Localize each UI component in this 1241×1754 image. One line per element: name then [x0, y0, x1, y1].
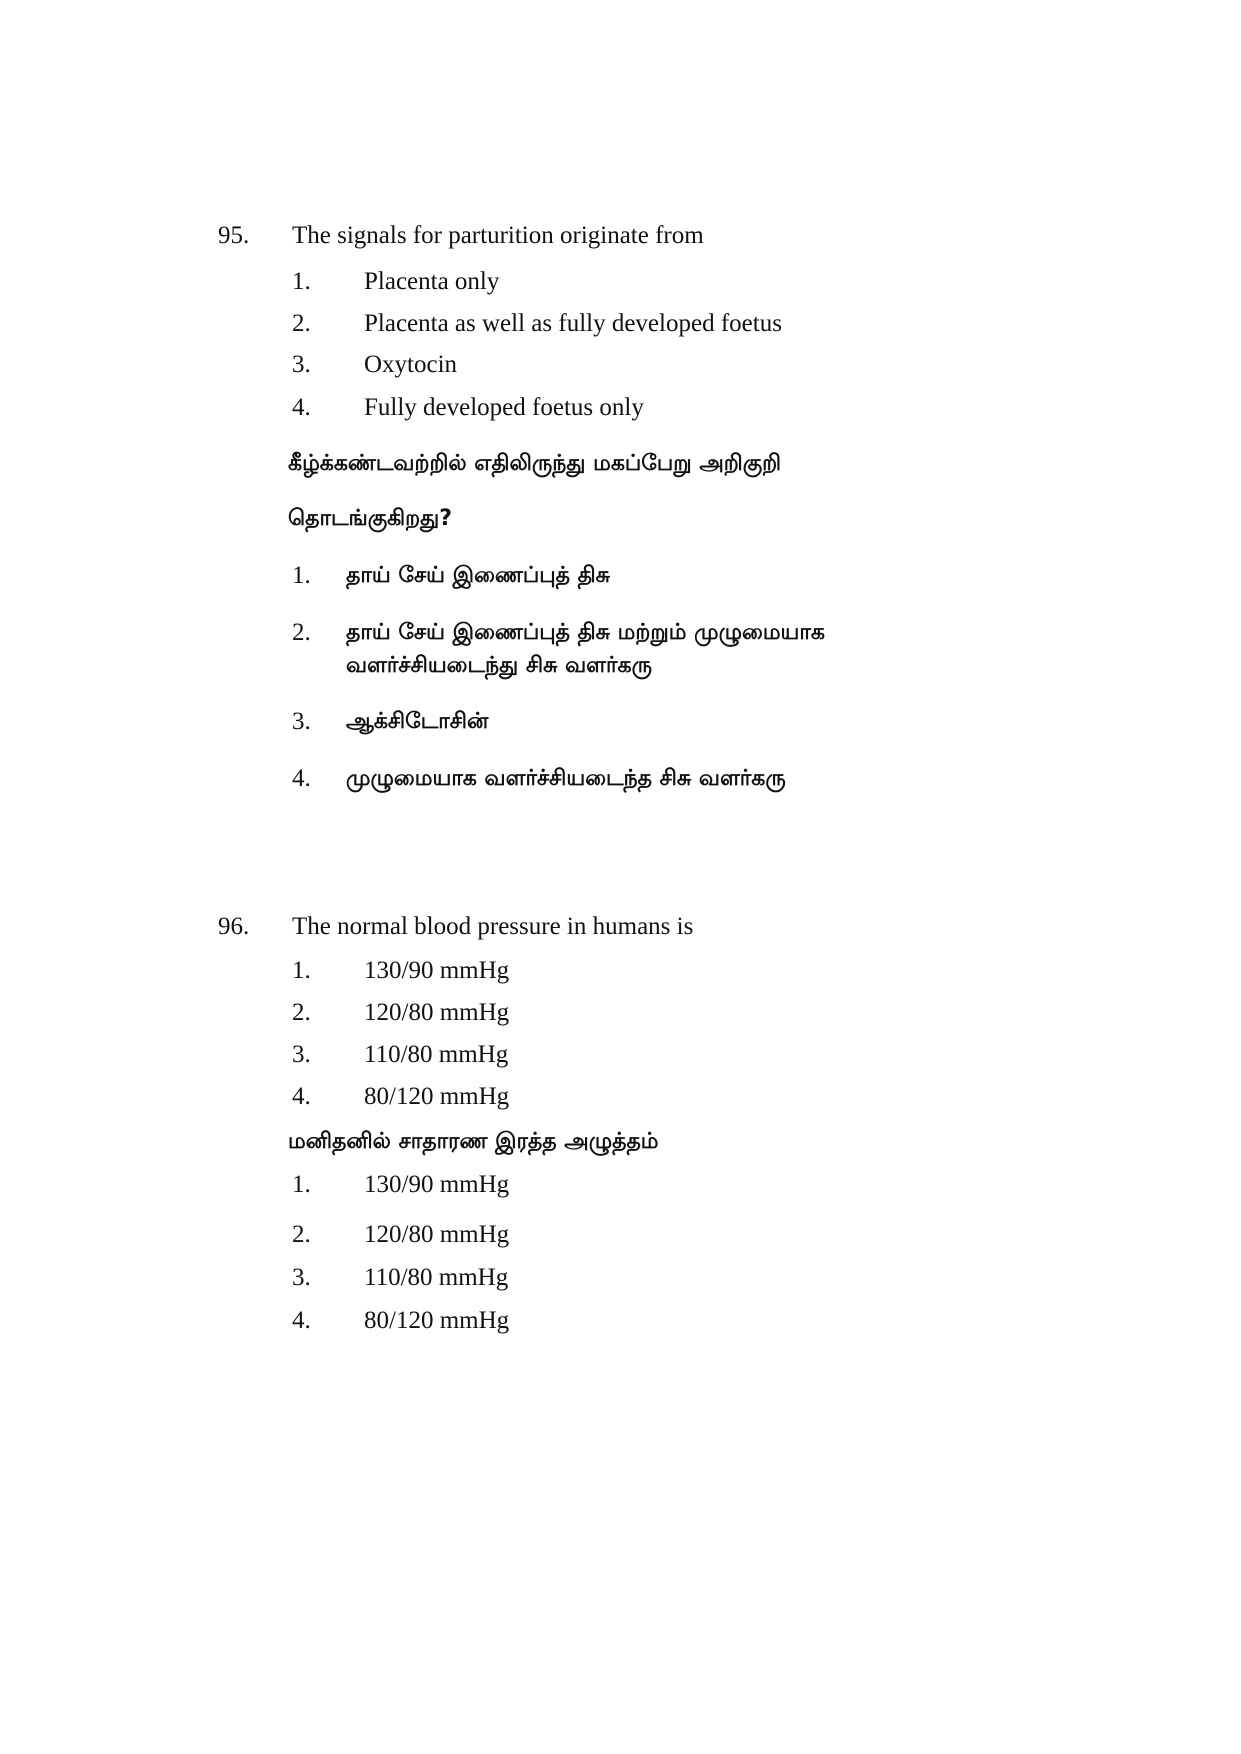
option-number: 1. [292, 562, 311, 589]
option-text: 110/80 mmHg [364, 1041, 509, 1068]
option-text: 80/120 mmHg [364, 1083, 510, 1110]
option-number: 4. [292, 1307, 311, 1334]
option-text-tamil: தாய் சேய் இணைப்புத் திசு [346, 563, 610, 588]
option-number: 2. [292, 310, 311, 337]
question-stem-tamil-line1: கீழ்க்கண்டவற்றில் எதிலிருந்து மகப்பேறு அறிகுறி [288, 451, 782, 476]
option-number: 4. [292, 765, 311, 792]
option-text: 120/80 mmHg [364, 999, 510, 1026]
question-stem-tamil: மனிதனில் சாதாரண இரத்த அழுத்தம் [288, 1129, 659, 1154]
option-text: Fully developed foetus only [364, 394, 644, 421]
option-text: 130/90 mmHg [364, 957, 510, 984]
option-text-tamil: தாய் சேய் இணைப்புத் திசு மற்றும் முழுமையாக [346, 620, 825, 645]
option-number: 4. [292, 394, 311, 421]
option-text: 80/120 mmHg [364, 1307, 510, 1334]
option-text: 130/90 mmHg [364, 1171, 510, 1198]
option-text-tamil-continued: வளர்ச்சியடைந்து சிசு வளர்கரு [346, 653, 652, 678]
option-number: 2. [292, 619, 311, 646]
option-text: Placenta as well as fully developed foetus [364, 310, 782, 337]
question-number: 96. [218, 913, 250, 940]
option-number: 3. [292, 351, 311, 378]
question-stem-tamil-line2: தொடங்குகிறது? [288, 506, 452, 531]
option-number: 3. [292, 1264, 311, 1291]
question-number: 95. [218, 222, 250, 249]
option-number: 1. [292, 957, 311, 984]
option-text-tamil: முழுமையாக வளர்ச்சியடைந்த சிசு வளர்கரு [346, 766, 786, 791]
option-text: Placenta only [364, 268, 500, 295]
question-stem-english: The normal blood pressure in humans is [292, 913, 694, 940]
option-number: 4. [292, 1083, 311, 1110]
option-number: 3. [292, 708, 311, 735]
question-stem-english: The signals for parturition originate from [292, 222, 704, 249]
option-number: 1. [292, 268, 311, 295]
option-text: 120/80 mmHg [364, 1221, 510, 1248]
option-text-tamil: ஆக்சிடோசின் [346, 709, 489, 734]
option-number: 1. [292, 1171, 311, 1198]
option-text: Oxytocin [364, 351, 458, 378]
option-text: 110/80 mmHg [364, 1264, 509, 1291]
option-number: 2. [292, 999, 311, 1026]
option-number: 2. [292, 1221, 311, 1248]
option-number: 3. [292, 1041, 311, 1068]
